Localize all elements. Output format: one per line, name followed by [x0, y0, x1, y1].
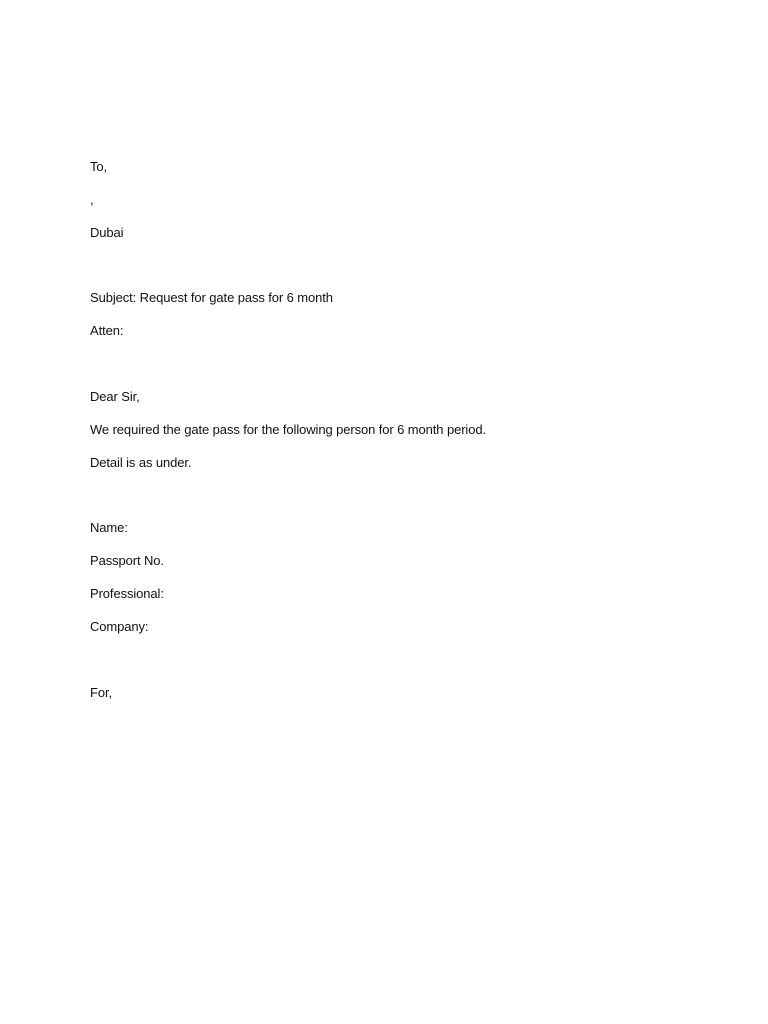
passport-label: Passport No. — [90, 553, 164, 568]
recipient-name: , — [90, 192, 94, 207]
greeting-line: Dear Sir, — [90, 389, 140, 404]
body-line-2: Detail is as under. — [90, 455, 192, 470]
attention-line: Atten: — [90, 323, 124, 338]
name-label: Name: — [90, 520, 128, 535]
closing-line: For, — [90, 685, 112, 700]
subject-line: Subject: Request for gate pass for 6 month — [90, 290, 333, 305]
recipient-city: Dubai — [90, 225, 124, 240]
body-line-1: We required the gate pass for the following person for 6 month period. — [90, 422, 486, 437]
company-label: Company: — [90, 619, 149, 634]
profession-label: Professional: — [90, 586, 164, 601]
to-line: To, — [90, 159, 108, 174]
